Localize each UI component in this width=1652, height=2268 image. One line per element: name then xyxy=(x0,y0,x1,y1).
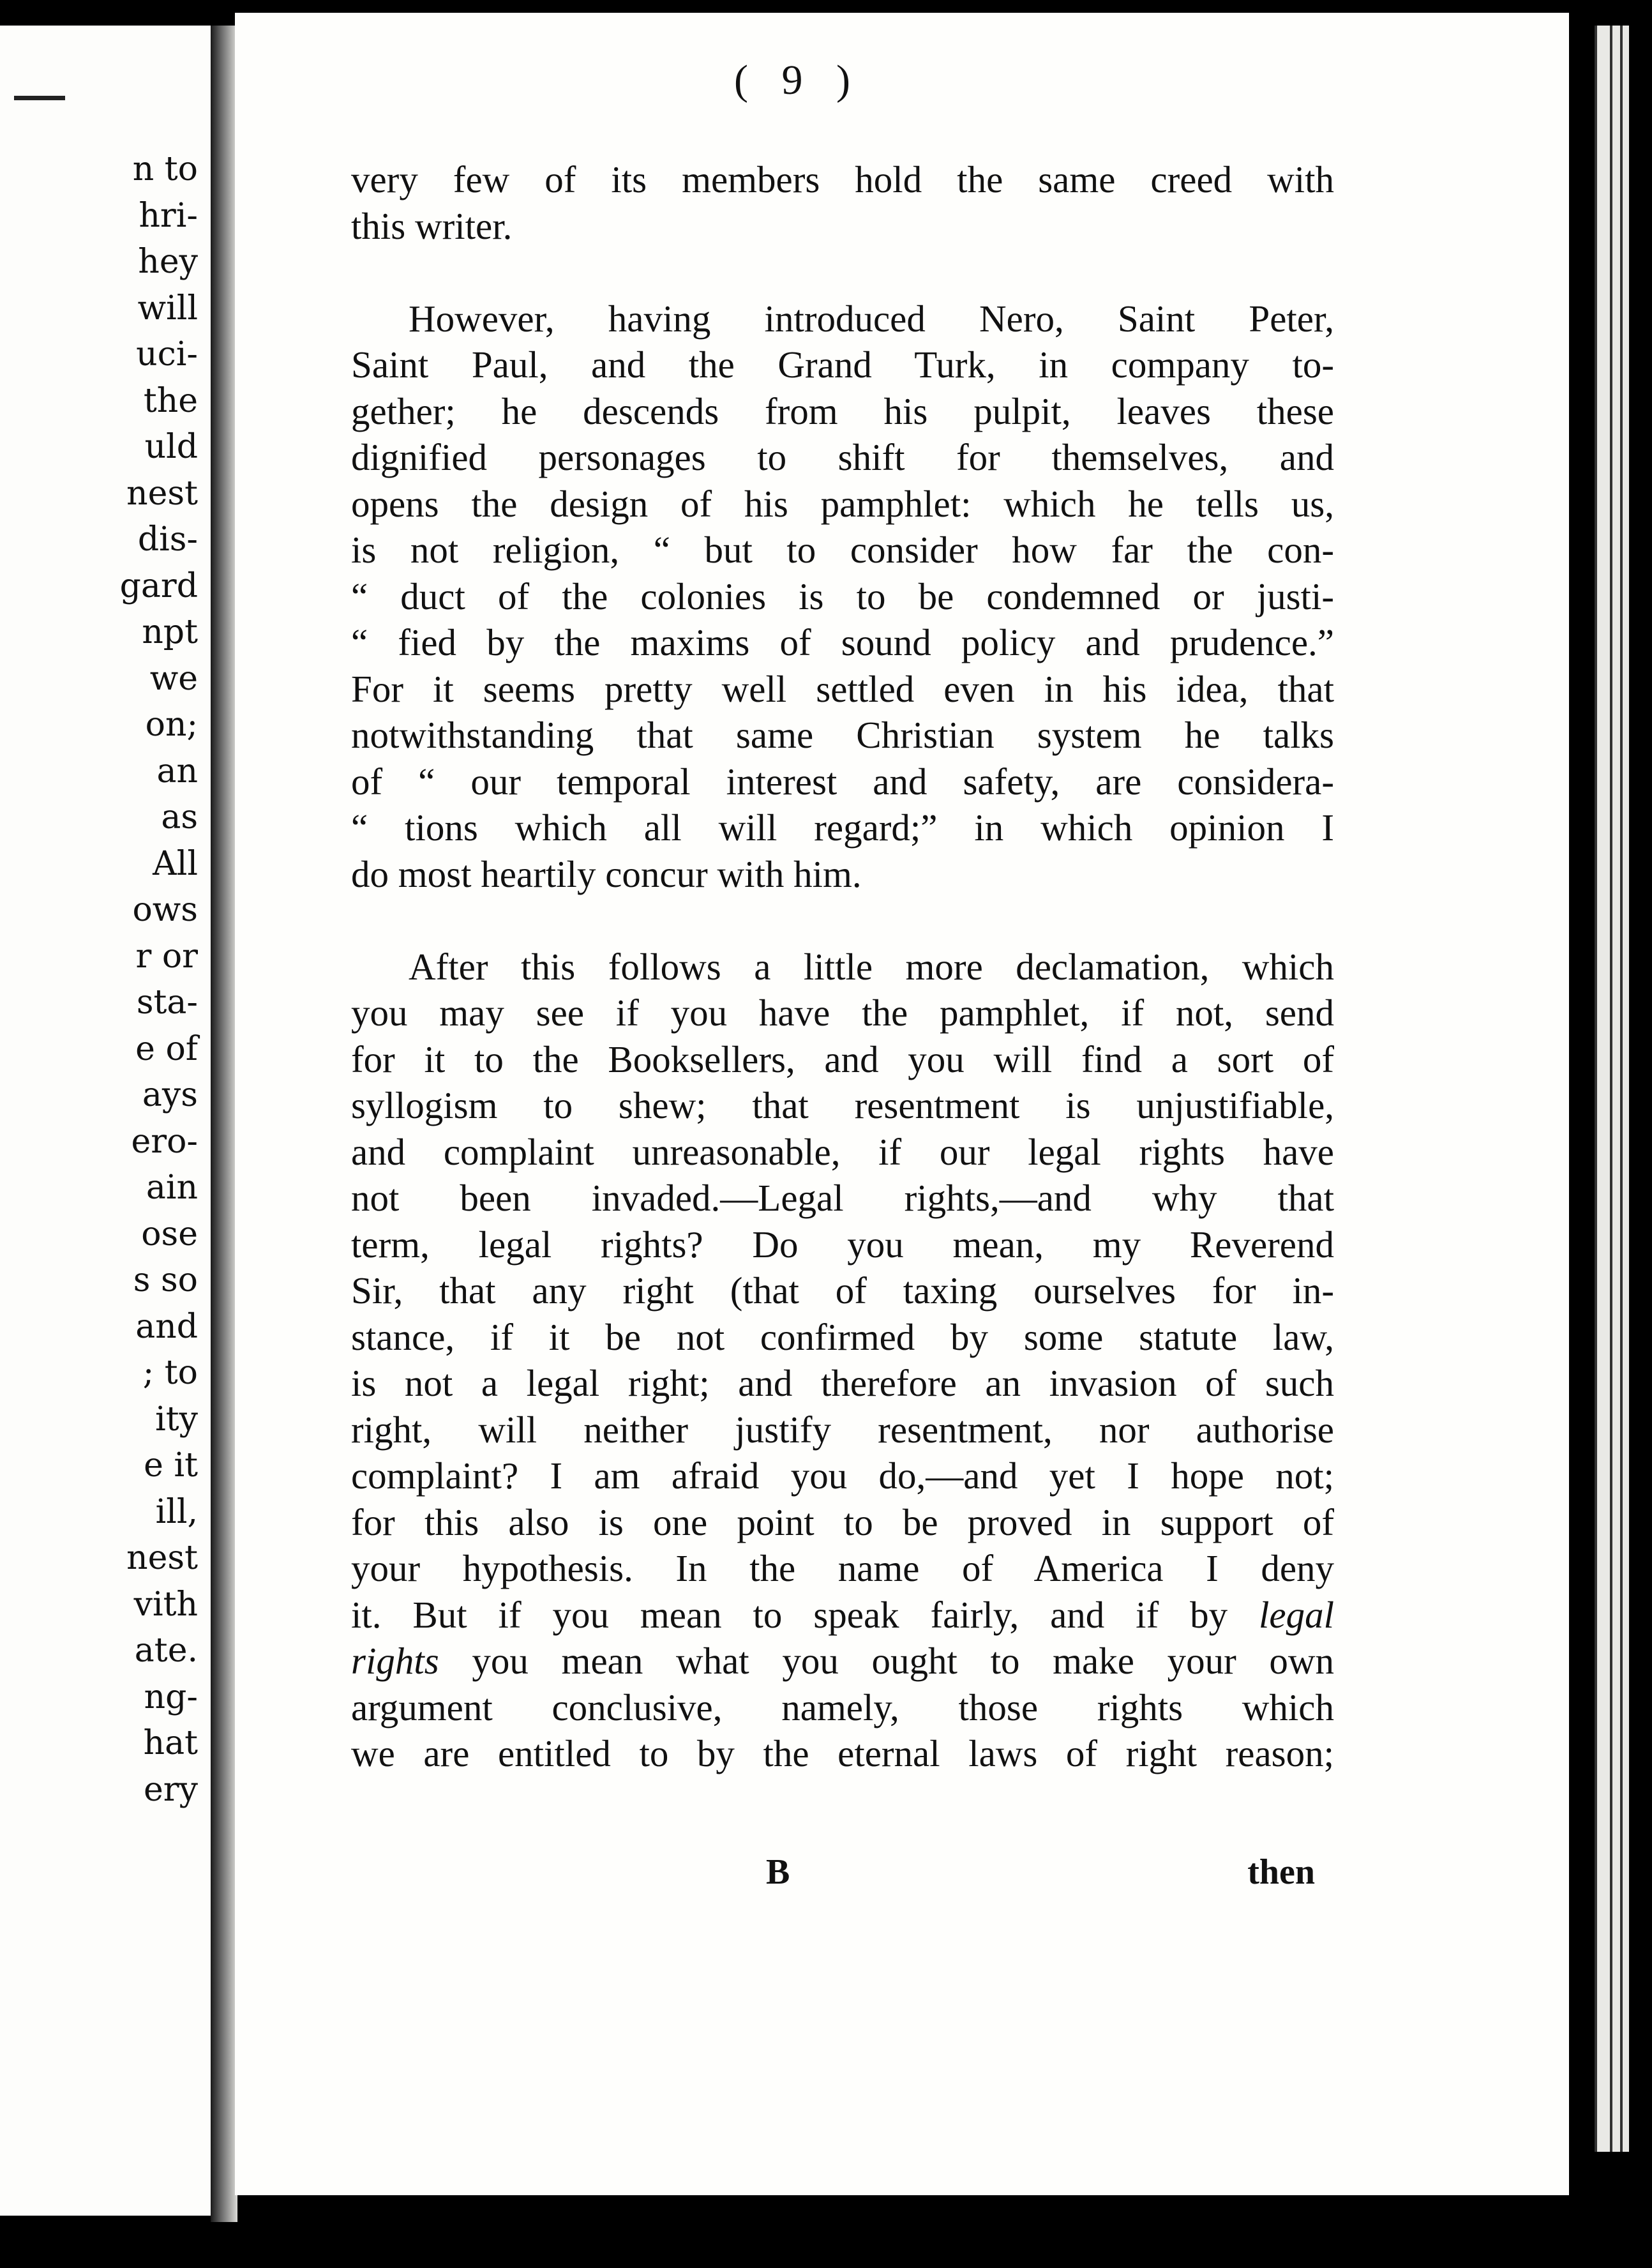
left-page-fragment: vith xyxy=(133,1585,198,1624)
left-page-fragment: e of xyxy=(135,1029,198,1068)
left-page-fragment: ays xyxy=(142,1076,198,1114)
text-line: we are entitled to by the eternal laws of right reason; xyxy=(351,1732,1334,1774)
left-page-fragment: uld xyxy=(144,428,198,466)
text-line: term, legal rights? Do you mean, my Reverend xyxy=(351,1223,1334,1266)
left-page-fragment: will xyxy=(137,289,198,328)
text-line: “ duct of the colonies is to be condemned or justi- xyxy=(351,575,1334,617)
left-page-fragment: All xyxy=(153,844,198,883)
left-page-fragment: nest xyxy=(126,474,198,513)
paragraph-3 xyxy=(351,944,1334,1777)
left-page-fragment: an xyxy=(156,752,198,790)
text-line: right, will neither justify resentment, nor authorise xyxy=(351,1408,1334,1451)
text-fragment: it. But if you mean to speak fairly, and if by xyxy=(351,1593,1228,1636)
left-page-fragment: the xyxy=(143,381,198,420)
left-page-fragment: as xyxy=(161,798,198,836)
left-page-fragment: r or xyxy=(135,937,198,976)
left-page-fragment: ity xyxy=(155,1400,198,1439)
text-line: dignified personages to shift for themselves, and xyxy=(351,436,1334,478)
text-line: of “ our temporal interest and safety, are considera- xyxy=(351,760,1334,803)
text-line: gether; he descends from his pulpit, leaves these xyxy=(351,389,1334,432)
left-page-fragment: e it xyxy=(144,1446,198,1485)
left-page-fragment: uci- xyxy=(136,335,198,374)
left-page-fragment: s so xyxy=(133,1261,198,1299)
text-line: argument conclusive, namely, those rights which xyxy=(351,1686,1334,1728)
text-line xyxy=(351,1638,1334,1684)
left-page-fragment: ery xyxy=(143,1770,198,1809)
text-line: opens the design of his pamphlet: which he tells us, xyxy=(351,482,1334,525)
text-line: very few of its members hold the same creed with xyxy=(351,158,1334,200)
text-line: your hypothesis. In the name of America I deny xyxy=(351,1547,1334,1589)
left-page-fragment: gard xyxy=(119,566,198,605)
left-page-fragment: ng- xyxy=(144,1677,198,1716)
paragraph-1 xyxy=(351,156,1334,249)
previous-page-sliver xyxy=(0,26,217,2216)
left-page-fragment: npt xyxy=(142,613,198,651)
text-line: for it to the Booksellers, and you will find a sort of xyxy=(351,1038,1334,1080)
text-line: Saint Paul, and the Grand Turk, in company to- xyxy=(351,344,1334,386)
body-text xyxy=(351,156,1334,1777)
left-page-fragment: hri- xyxy=(139,196,198,235)
text-line: is not a legal right; and therefore an invasion of such xyxy=(351,1362,1334,1404)
left-page-fragment: on; xyxy=(145,706,198,744)
left-page-fragment: and xyxy=(135,1307,198,1346)
text-line: not been invaded.—Legal rights,—and why that xyxy=(351,1177,1334,1219)
page-edge xyxy=(1595,26,1611,2152)
left-page-fragment: n to xyxy=(132,150,198,188)
text-line: For it seems pretty well settled even in his idea, that xyxy=(351,667,1334,710)
text-line: “ tions which all will regard;” in which opinion I xyxy=(351,806,1334,849)
left-page-dash xyxy=(14,96,65,100)
text-line: is not religion, “ but to consider how far the con- xyxy=(351,529,1334,571)
left-page-fragment: ; to xyxy=(142,1354,198,1392)
italic-word: legal xyxy=(1259,1593,1334,1636)
left-page-fragment: hat xyxy=(143,1724,198,1762)
text-line: complaint? I am afraid you do,—and yet I hope not; xyxy=(351,1455,1334,1497)
text-line: notwithstanding that same Christian system he talks xyxy=(351,714,1334,756)
paragraph-2 xyxy=(351,296,1334,898)
text-line: “ fied by the maxims of sound policy and prudence.” xyxy=(351,621,1334,663)
page-gutter xyxy=(211,26,237,2222)
page-number: ( 9 ) xyxy=(734,57,862,103)
text-line: you may see if you have the pamphlet, if not, send xyxy=(351,992,1334,1034)
left-page-fragment: hey xyxy=(138,243,198,281)
text-line: However, having introduced Nero, Saint Peter, xyxy=(409,297,1334,340)
signature-mark: B xyxy=(766,1852,790,1892)
text-line: this writer. xyxy=(351,204,513,247)
left-page-fragment: ose xyxy=(141,1214,198,1253)
left-page-fragment: ows xyxy=(132,891,198,929)
text-fragment: you mean what you ought to make your own xyxy=(472,1640,1334,1682)
italic-word: rights xyxy=(351,1640,439,1682)
left-page-fragment: ill, xyxy=(155,1492,198,1531)
left-page-fragment: dis- xyxy=(137,520,198,559)
text-line: stance, if it be not confirmed by some statute law, xyxy=(351,1315,1334,1358)
text-line: After this follows a little more declamation, which xyxy=(409,945,1334,988)
text-line: for this also is one point to be proved in support of xyxy=(351,1501,1334,1543)
left-page-fragment: sta- xyxy=(136,983,198,1022)
left-page-fragment: we xyxy=(149,659,198,698)
left-page-fragment: ero- xyxy=(131,1122,198,1161)
left-page-fragment: ain xyxy=(146,1168,198,1207)
text-line: Sir, that any right (that of taxing ourselves for in- xyxy=(351,1269,1334,1312)
text-line: do most heartily concur with him. xyxy=(351,852,862,895)
catchword: then xyxy=(1247,1852,1315,1892)
left-page-fragment: ate. xyxy=(134,1631,198,1670)
text-line: syllogism to shew; that resentment is unjustifiable, xyxy=(351,1084,1334,1126)
page-edge xyxy=(1620,26,1629,2152)
left-page-fragment: nest xyxy=(126,1539,198,1577)
text-line xyxy=(351,1592,1334,1638)
text-line: and complaint unreasonable, if our legal rights have xyxy=(351,1130,1334,1173)
